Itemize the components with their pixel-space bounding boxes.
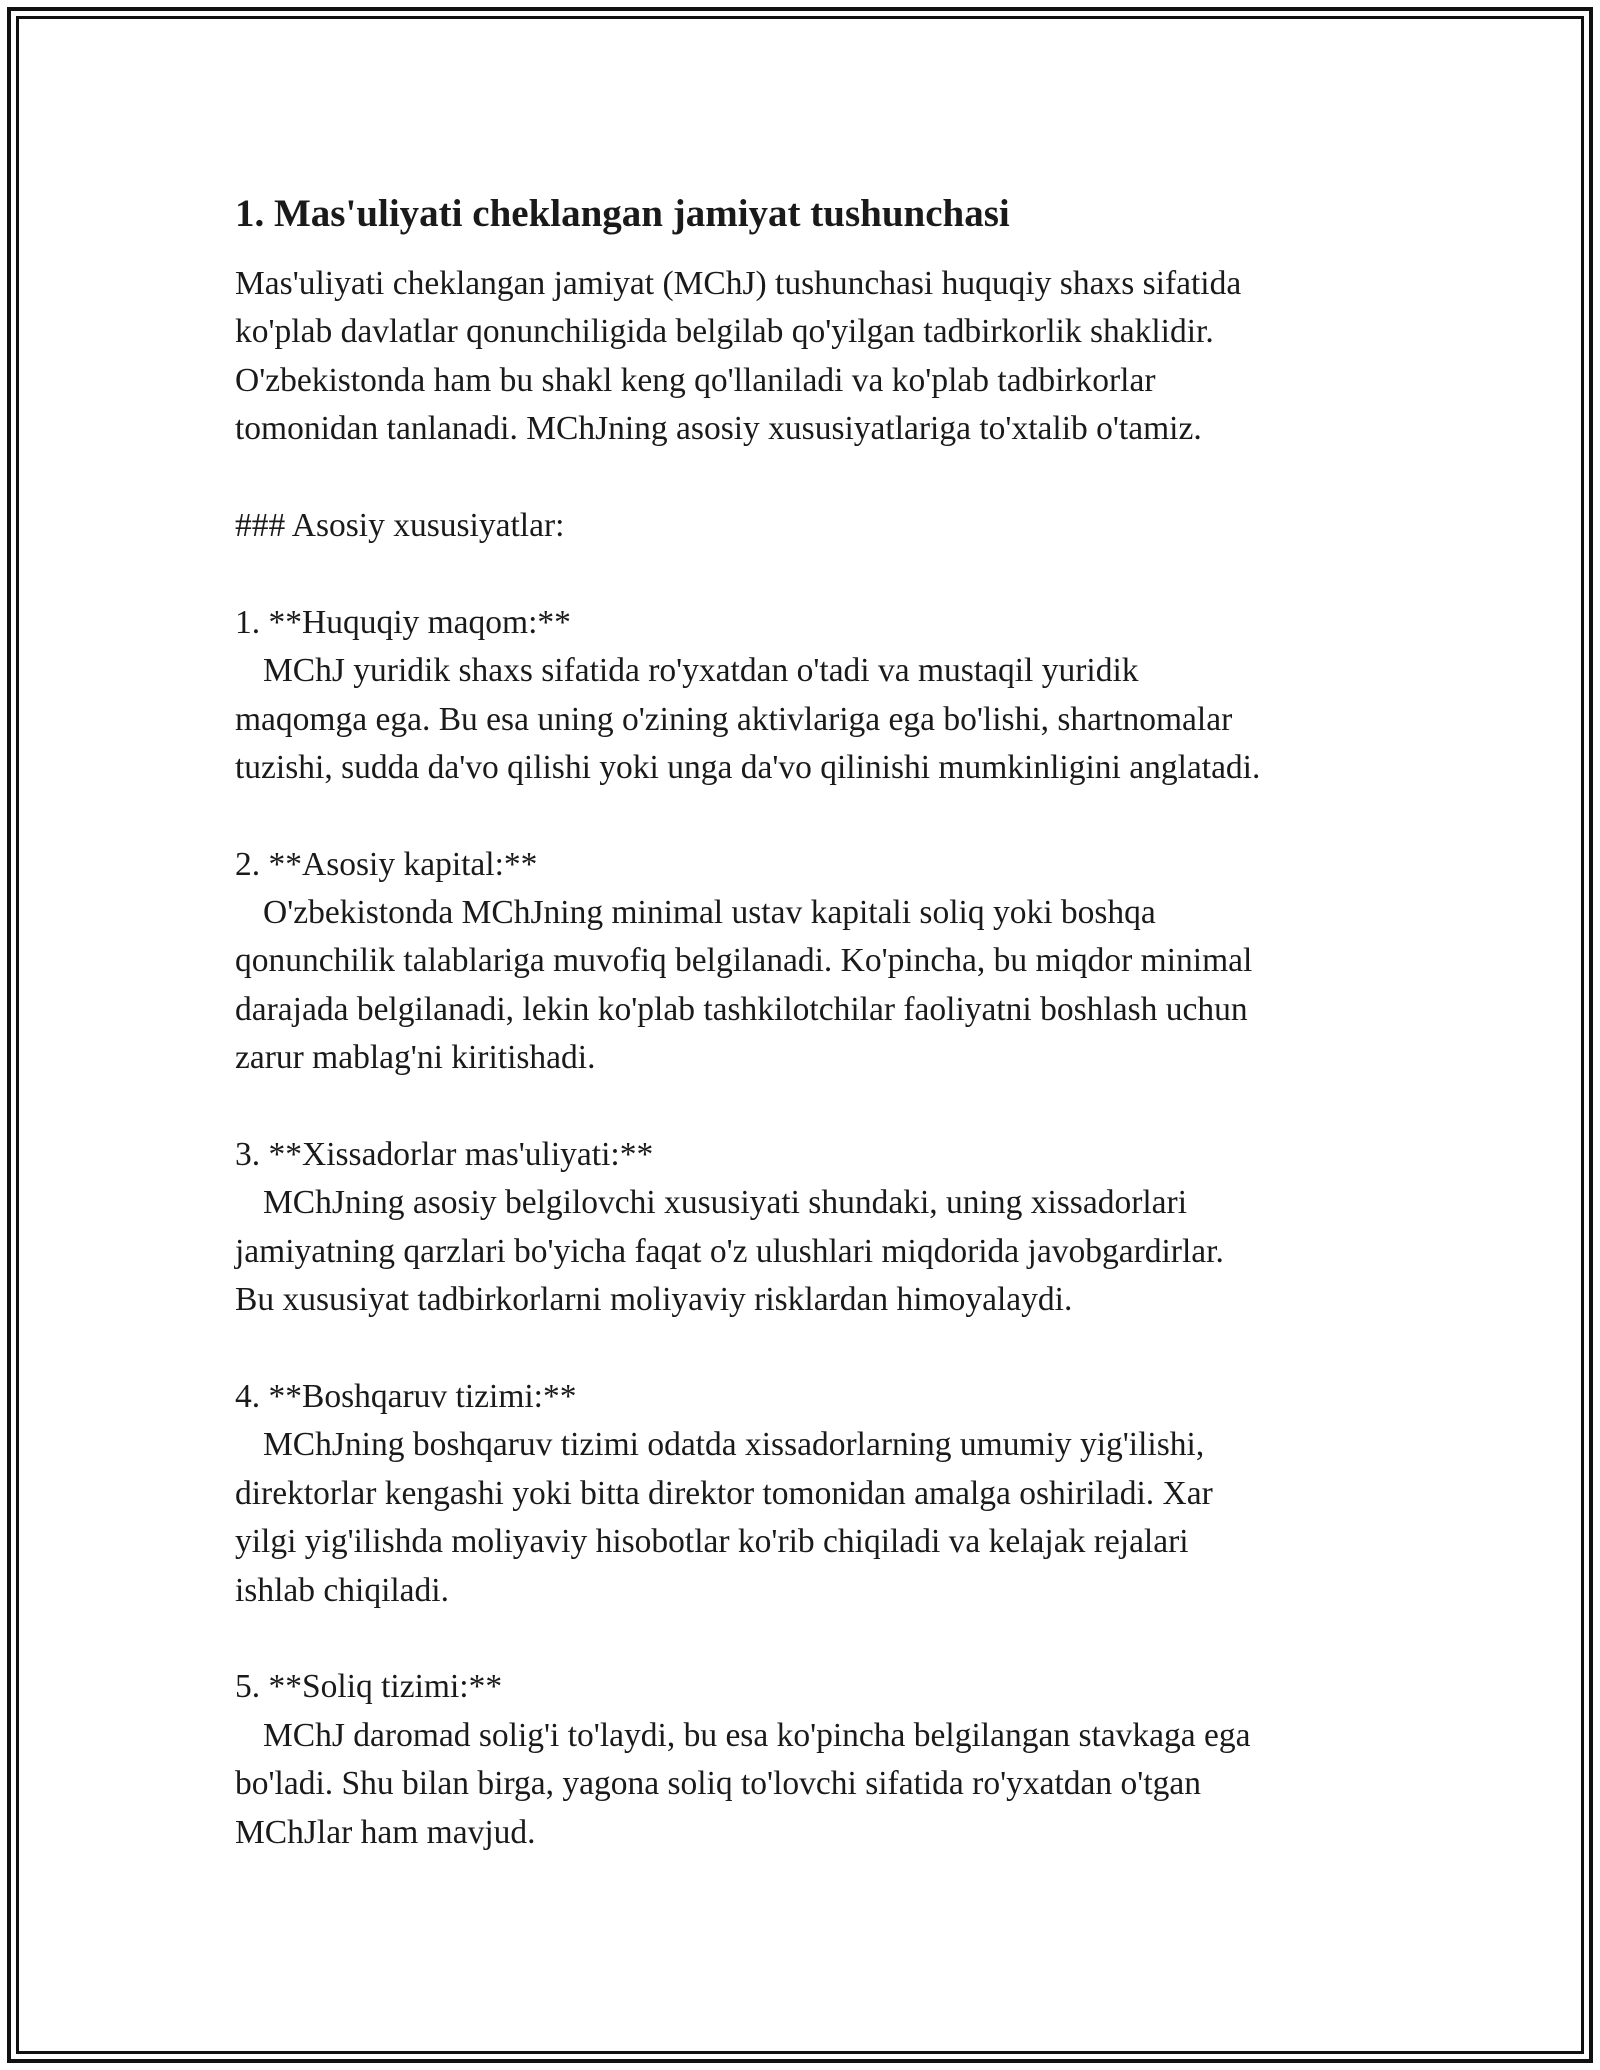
list-item-line: zarur mablag'ni kiritishadi. — [235, 1039, 596, 1077]
intro-line: Mas'uliyati cheklangan jamiyat (MChJ) tushunchasi huquqiy shaxs sifatida — [235, 265, 1242, 302]
list-item-line: MChJning boshqaruv tizimi odatda xissadorlarning umumiy yig'ilishi, — [263, 1426, 1205, 1464]
list-item — [235, 1663, 1385, 1857]
list-item-heading: 1. **Huquqiy maqom:** — [235, 603, 571, 641]
list-item-line: MChJlar ham mavjud. — [235, 1813, 536, 1851]
intro-line: O'zbekistonda ham bu shakl keng qo'llaniladi va ko'plab tadbirkorlar — [235, 361, 1156, 399]
list-item-line: MChJ yuridik shaxs sifatida ro'yxatdan o'tadi va mustaqil yuridik — [263, 652, 1139, 690]
list-item-line: MChJning asosiy belgilovchi xususiyati shundaki, uning xissadorlari — [263, 1184, 1187, 1222]
list-item-line: direktorlar kengashi yoki bitta direktor tomonidan amalga oshiriladi. Xar — [235, 1474, 1213, 1512]
list-item-line: qonunchilik talablariga muvofiq belgilanadi. Ko'pincha, bu miqdor minimal — [235, 942, 1253, 980]
blank-line — [235, 1083, 1385, 1131]
list-item-line: O'zbekistonda MChJning minimal ustav kapitali soliq yoki boshqa — [263, 894, 1156, 932]
list-item-heading: 3. **Xissadorlar mas'uliyati:** — [235, 1136, 654, 1174]
blank-line — [235, 1615, 1385, 1663]
list-item — [235, 841, 1385, 1083]
list-item-heading: 5. **Soliq tizimi:** — [235, 1668, 503, 1706]
list-item — [235, 1373, 1385, 1615]
list-item-line: maqomga ega. Bu esa uning o'zining aktivlariga ega bo'lishi, shartnomalar — [235, 700, 1233, 738]
list-item-line: bo'ladi. Shu bilan birga, yagona soliq to'lovchi sifatida ro'yxatdan o'tgan — [235, 1765, 1202, 1803]
list-item — [235, 1131, 1385, 1325]
list-item-line: tuzishi, sudda da'vo qilishi yoki unga da'vo qilinishi mumkinligini anglatadi. — [235, 748, 1261, 786]
section-subheading: ### Asosiy xususiyatlar: — [235, 506, 565, 544]
list-item-line: yilgi yig'ilishda moliyaviy hisobotlar ko'rib chiqiladi va kelajak rejalari — [235, 1523, 1189, 1561]
list-item-heading: 4. **Boshqaruv tizimi:** — [235, 1377, 577, 1415]
intro-paragraph — [235, 260, 1385, 454]
blank-line — [235, 1325, 1385, 1373]
blank-line — [235, 454, 1385, 502]
list-item-heading: 2. **Asosiy kapital:** — [235, 845, 538, 883]
intro-line: tomonidan tanlanadi. MChJning asosiy xususiyatlariga to'xtalib o'tamiz. — [235, 410, 1202, 448]
blank-line — [235, 792, 1385, 840]
list-item-line: jamiyatning qarzlari bo'yicha faqat o'z ulushlari miqdorida javobgardirlar. — [235, 1232, 1224, 1270]
page-title: 1. Mas'uliyati cheklangan jamiyat tushunchasi — [235, 192, 1010, 235]
document-body — [235, 186, 1385, 1857]
list-item — [235, 599, 1385, 793]
blank-line — [235, 550, 1385, 598]
list-item-line: Bu xususiyat tadbirkorlarni moliyaviy risklardan himoyalaydi. — [235, 1281, 1073, 1319]
intro-line: ko'plab davlatlar qonunchiligida belgilab qo'yilgan tadbirkorlik shaklidir. — [235, 313, 1214, 351]
list-item-line: ishlab chiqiladi. — [235, 1571, 449, 1609]
list-item-line: MChJ daromad solig'i to'laydi, bu esa ko'pincha belgilangan stavkaga ega — [263, 1716, 1251, 1754]
list-item-line: darajada belgilanadi, lekin ko'plab tashkilotchilar faoliyatni boshlash uchun — [235, 990, 1248, 1028]
